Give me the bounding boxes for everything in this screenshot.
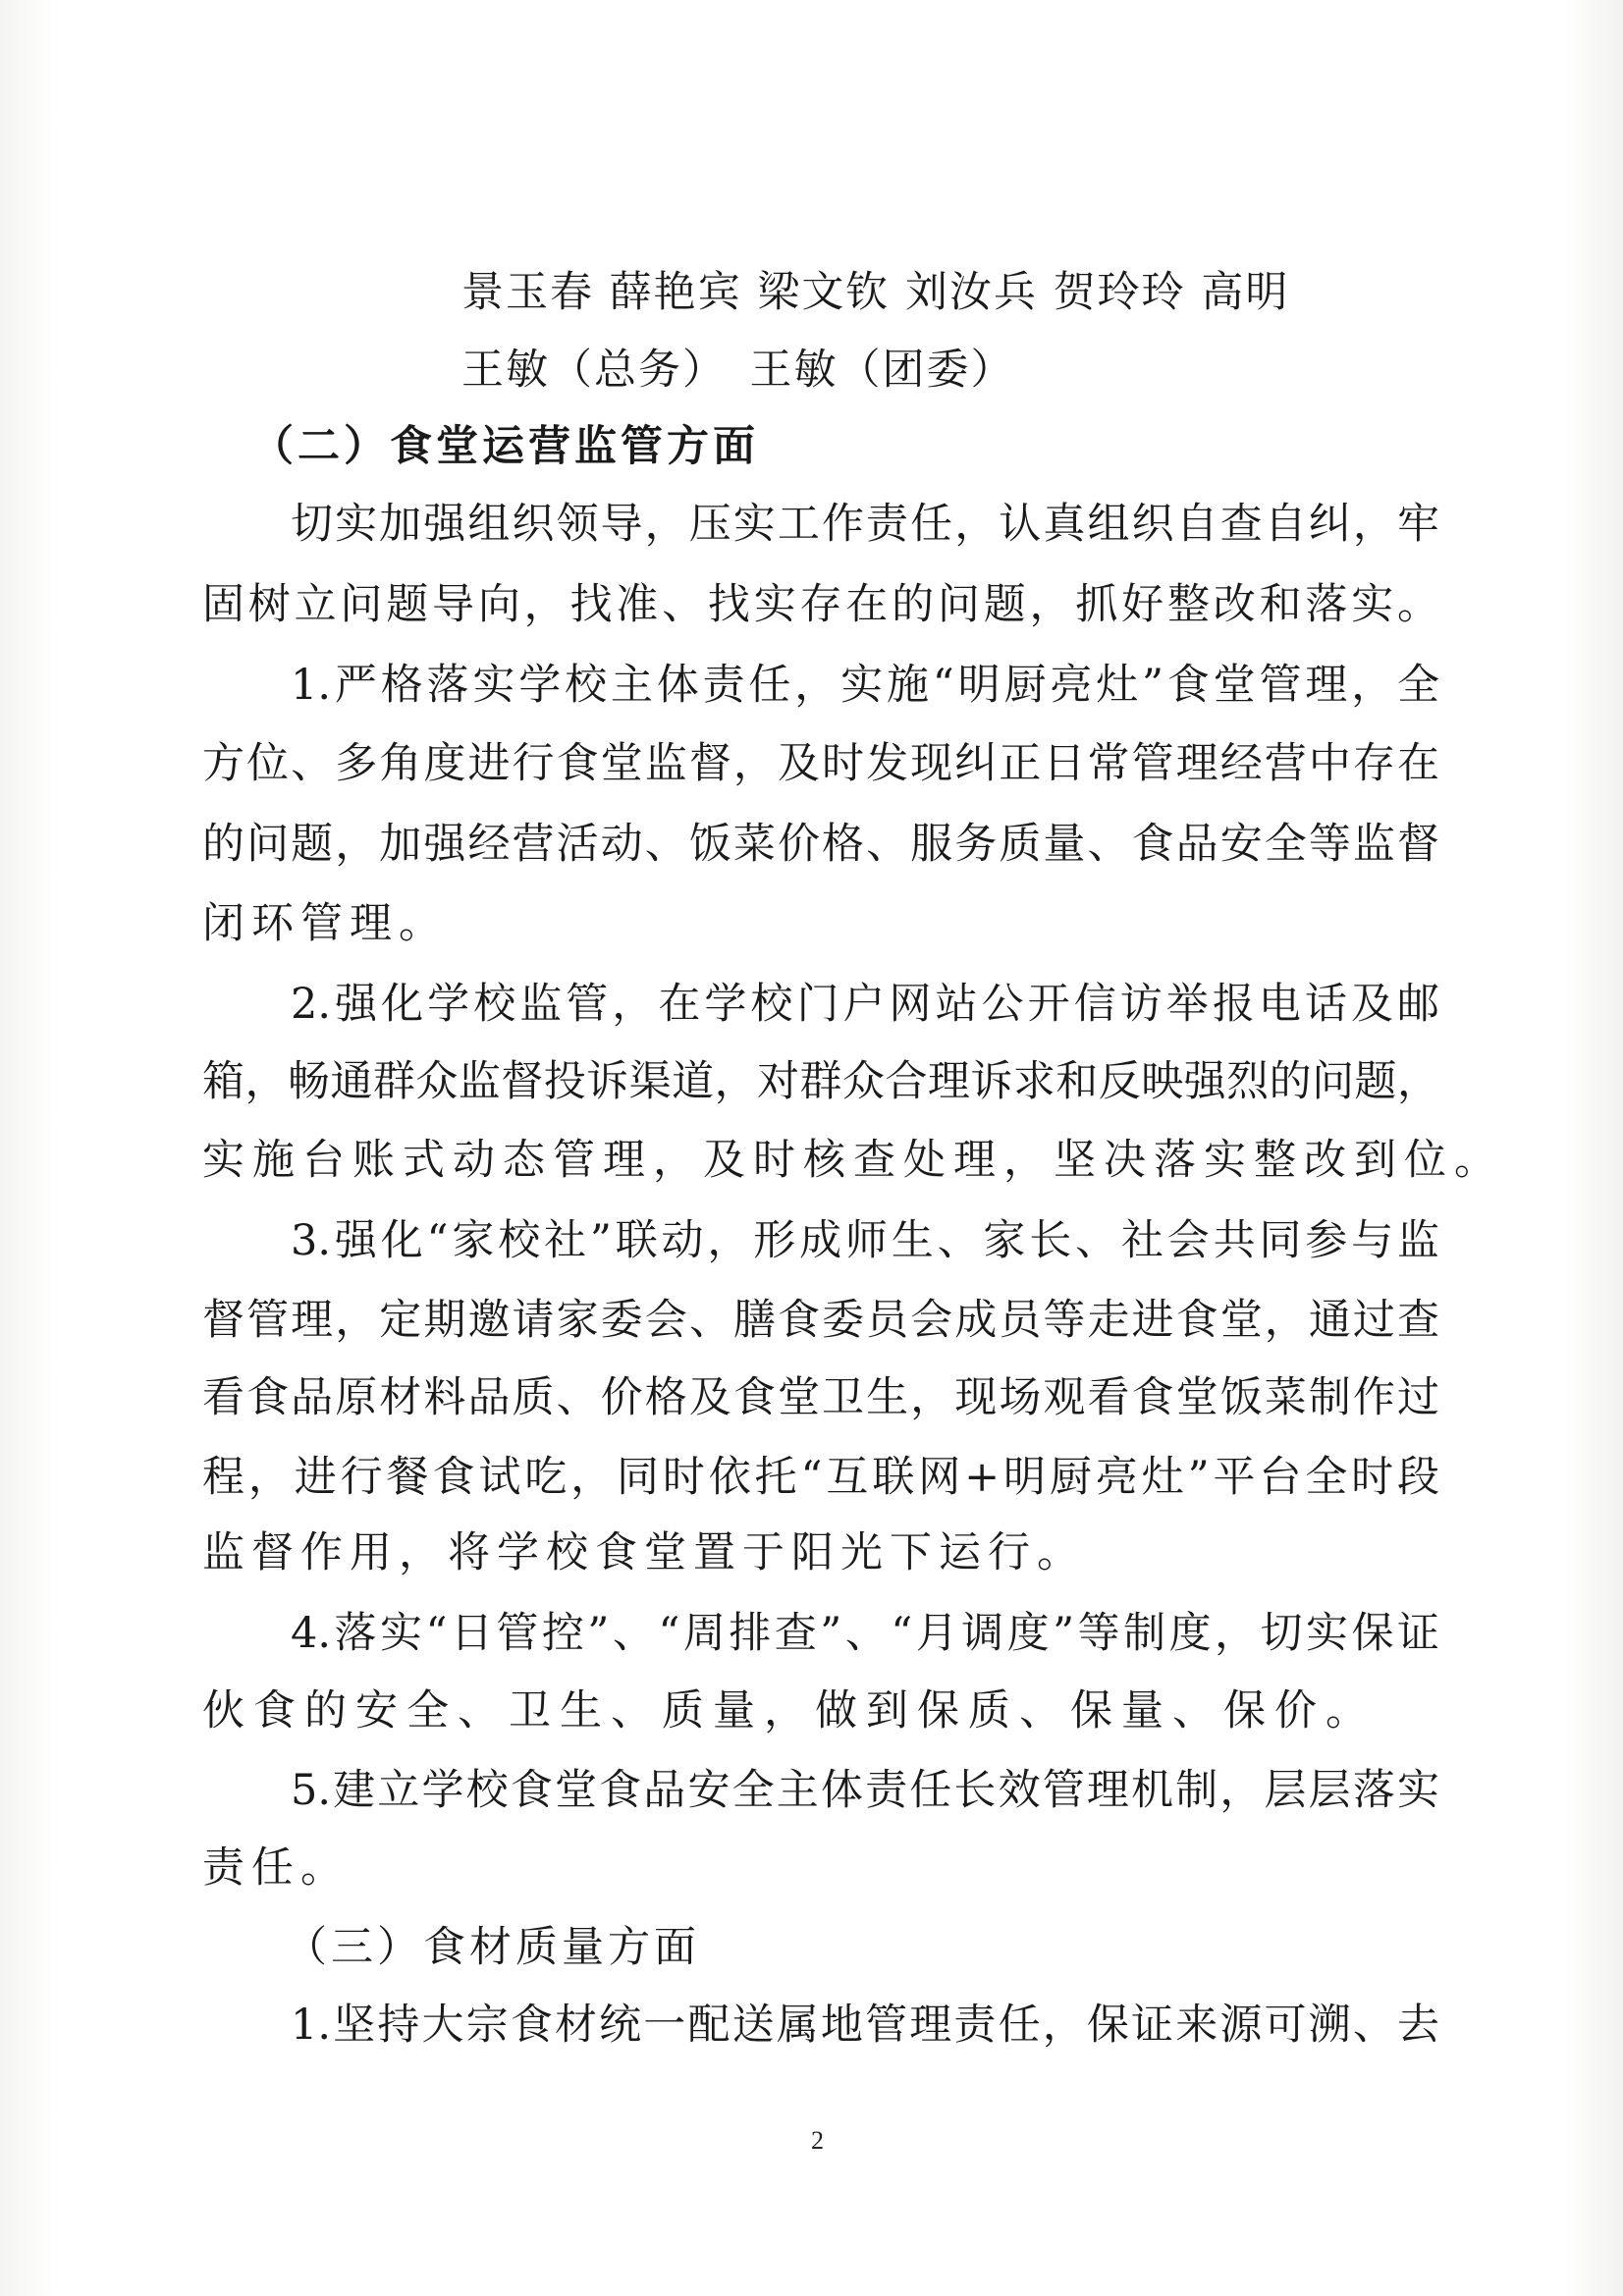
- committee-names-line-1: 景玉春 薛艳宾 梁文钦 刘汝兵 贺玲玲 高明: [461, 268, 1290, 317]
- item-1-line: 方位、多角度进行食堂监督，及时发现纠正日常管理经营中存在: [202, 739, 1439, 788]
- section-2-heading: （二）食堂运营监管方面: [251, 422, 759, 471]
- item-2-line: 实施台账式动态管理，及时核查处理，坚决落实整改到位。: [202, 1136, 1504, 1185]
- item-3-line: 程，进行餐食试吃，同时依托“互联网+明厨亮灶”平台全时段: [202, 1453, 1439, 1502]
- section-3-heading: （三）食材质量方面: [285, 1923, 700, 1972]
- section-2-intro-line: 固树立问题导向，找准、找实存在的问题，抓好整改和落实。: [202, 580, 1439, 629]
- item-3-line: 督管理，定期邀请家委会、膳食委员会成员等走进食堂，通过查: [202, 1296, 1439, 1345]
- item-1-line: 的问题，加强经营活动、饭菜价格、服务质量、食品安全等监督: [202, 820, 1439, 869]
- page-number: 2: [811, 2126, 824, 2155]
- item-4-line: 伙食的安全、卫生、质量，做到保质、保量、保价。: [202, 1686, 1377, 1735]
- section-2-intro-line: 切实加强组织领导，压实工作责任，认真组织自查自纠，牢: [291, 500, 1439, 549]
- item-1-line: 闭环管理。: [202, 899, 448, 948]
- item-1-line: 1.严格落实学校主体责任，实施“明厨亮灶”食堂管理，全: [291, 661, 1439, 710]
- item-3-line: 监督作用，将学校食堂置于阳光下运行。: [202, 1528, 1086, 1577]
- item-3-line: 3.强化“家校社”联动，形成师生、家长、社会共同参与监: [291, 1216, 1439, 1265]
- committee-names-line-2: 王敏（总务） 王敏（团委）: [461, 346, 1015, 395]
- item-3-line: 看食品原材料品质、价格及食堂卫生，现场观看食堂饭菜制作过: [202, 1373, 1439, 1422]
- item-5-line: 责任。: [202, 1843, 350, 1893]
- item-2-line: 2.强化学校监管，在学校门户网站公开信访举报电话及邮: [291, 980, 1439, 1029]
- item-2-line: 箱，畅通群众监督投诉渠道，对群众合理诉求和反映强烈的问题，: [202, 1057, 1439, 1106]
- item-5-line: 5.建立学校食堂食品安全主体责任长效管理机制，层层落实: [291, 1766, 1439, 1815]
- item-4-line: 4.落实“日管控”、“周排查”、“月调度”等制度，切实保证: [291, 1609, 1439, 1658]
- section-3-item-1-line: 1.坚持大宗食材统一配送属地管理责任，保证来源可溯、去: [291, 2001, 1439, 2050]
